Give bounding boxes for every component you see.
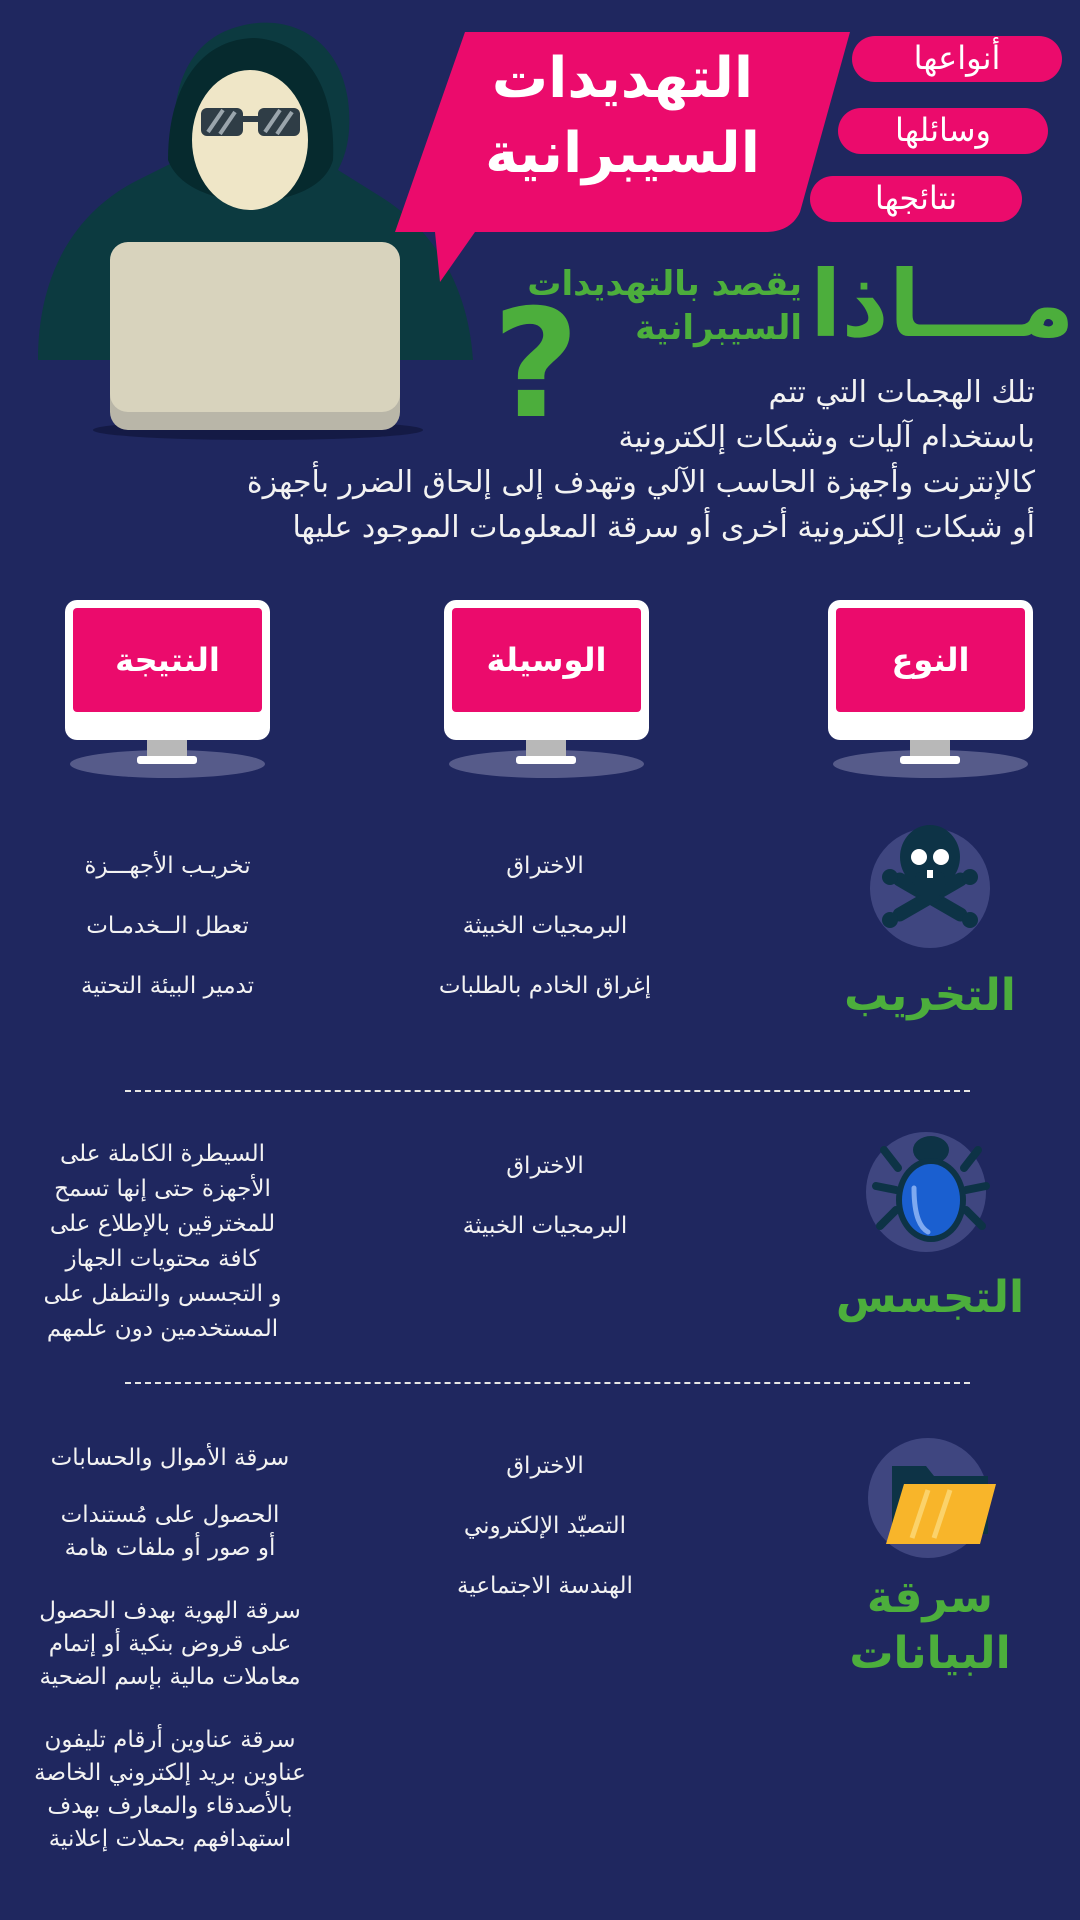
skull-crossbones-icon [870,812,990,948]
method-item: البرمجيات الخبيثة [462,913,628,939]
result-item [20,1499,320,1565]
result-line: للمخترقين بالإطلاع على [49,1211,276,1237]
monitor-base [516,756,576,764]
intro-line: أو شبكات إلكترونية أخرى أو سرقة المعلومات الموجود عليها [292,510,1035,545]
row-divider [125,1090,970,1092]
row-label-sabotage: التخريب [844,970,1016,1021]
spacer [20,1565,320,1595]
intro-line: باستخدام آليات وشبكات إلكترونية [618,420,1035,455]
monitor-base [137,756,197,764]
results-data-theft [20,1442,320,1856]
result-item: تدمير البيئة التحتية [81,973,254,999]
result-line: على قروض بنكية أو إتمام [48,1631,292,1657]
bug-icon [866,1128,996,1258]
what-subheading-line-2: السيبرانية [635,308,802,348]
method-item: الاختراق [506,853,584,879]
result-line: المستخدمين دون علمهم [46,1316,279,1342]
result-line: الحصول على مُستندات [60,1502,280,1528]
title-line-1: التهديدات [491,46,754,111]
method-item: الاختراق [506,1153,584,1179]
row-label-data-theft-line-2: البيانات [849,1628,1011,1679]
result-line: معاملات مالية بإسم الضحية [39,1664,301,1690]
methods-espionage [420,1136,670,1256]
result-line: أو صور أو ملفات هامة [64,1535,276,1561]
column-header-result [65,600,270,775]
result-line: سرقة الهوية بهدف الحصول [39,1598,301,1624]
result-line: بالأصدقاء والمعارف بهدف [47,1793,293,1819]
results-sabotage [45,836,290,1016]
main-title [395,32,850,232]
result-item [20,1595,320,1694]
result-line: سرقة عناوين أرقام تليفون [44,1727,296,1753]
result-line: و التجسس والتطفل على [43,1281,282,1307]
method-item: الهندسة الاجتماعية [457,1573,633,1599]
methods-data-theft [420,1436,670,1616]
method-item: التصيّد الإلكتروني [463,1513,627,1539]
intro-line: تلك الهجمات التي تتم [768,375,1035,410]
method-item: البرمجيات الخبيثة [462,1213,628,1239]
pill-methods: وسائلها [838,108,1048,154]
result-item: تخريـب الأجهـــزة [84,853,251,879]
pill-types: أنواعها [852,36,1062,82]
result-item [20,1724,320,1856]
row-divider [125,1382,970,1384]
result-line: كافة محتويات الجهاز [65,1246,260,1272]
method-item: الاختراق [506,1453,584,1479]
intro-line: كالإنترنت وأجهزة الحاسب الآلي وتهدف إلى إلحاق الضرر بأجهزة [246,465,1035,500]
result-line: عناوين بريد إلكتروني الخاصة [34,1760,306,1786]
row-label-data-theft [830,1570,1030,1682]
column-label-method: الوسيلة [452,608,641,712]
result-line: الأجهزة حتى إنها تسمح [54,1176,271,1202]
monitor-base [900,756,960,764]
result-line: السيطرة الكاملة على [60,1141,265,1167]
column-header-method [444,600,649,775]
spacer [20,1694,320,1724]
column-header-type [828,600,1033,775]
what-heading: مـــاذا [810,251,1075,358]
result-line: استهدافهم بحملات إعلانية [48,1826,292,1852]
results-espionage [30,1137,295,1347]
column-label-result: النتيجة [73,608,262,712]
result-item [20,1442,320,1475]
result-line: سرقة الأموال والحسابات [50,1445,290,1471]
result-item: تعطل الــخدمـات [86,913,249,939]
what-subheading-line-1: يقصد بالتهديدات [527,264,802,304]
title-line-2: السيبرانية [485,121,760,186]
method-item: إغراق الخادم بالطلبات [438,973,652,999]
column-label-type: النوع [836,608,1025,712]
row-label-espionage: التجسس [835,1272,1025,1323]
question-mark: ؟ [492,278,580,452]
row-label-data-theft-line-1: سرقة [866,1572,994,1623]
pill-results: نتائجها [810,176,1022,222]
methods-sabotage [420,836,670,1016]
spacer [20,1475,320,1499]
intro-paragraph [175,370,1035,550]
folder-icon [880,1450,1000,1550]
